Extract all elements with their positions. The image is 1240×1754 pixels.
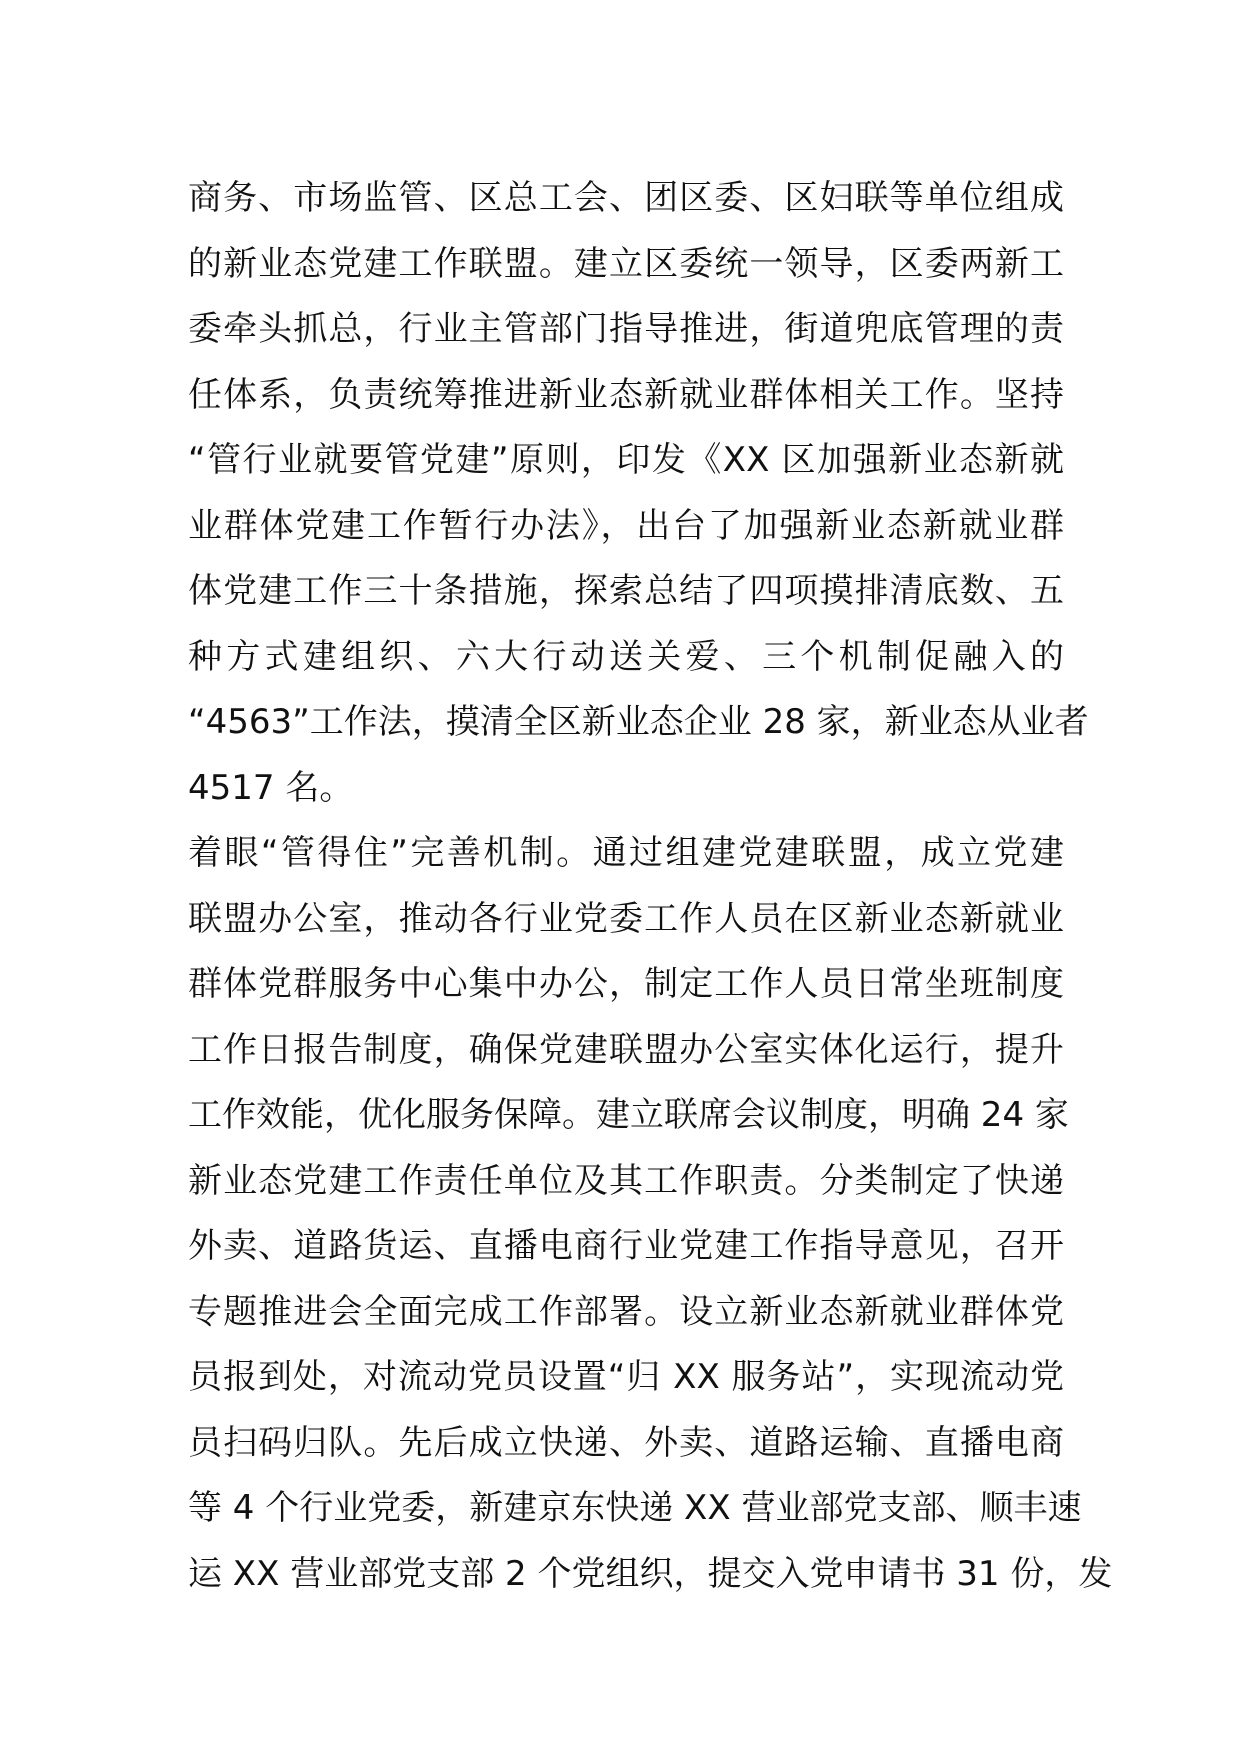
text-line: 委牵头抓总，行业主管部门指导推进，街道兜底管理的责 [188, 309, 1064, 349]
text-line: 种方式建组织、六大行动送关爱、三个机制促融入的 [188, 636, 1064, 677]
text-line: 业群体党建工作暂行办法》，出台了加强新业态新就业群 [188, 505, 1064, 546]
text-line: 工作日报告制度，确保党建联盟办公室实体化运行，提升 [188, 1029, 1064, 1070]
text-line: 外卖、道路货运、直播电商行业党建工作指导意见，召开 [188, 1226, 1064, 1266]
text-line: 新业态党建工作责任单位及其工作职责。分类制定了快递 [188, 1160, 1064, 1201]
text-line: 员报到处，对流动党员设置“归 XX 服务站”，实现流动党 [188, 1357, 1064, 1397]
text-line: 任体系，负责统筹推进新业态新就业群体相关工作。坚持 [188, 374, 1064, 415]
text-line: 专题推进会全面完成工作部署。设立新业态新就业群体党 [188, 1291, 1064, 1332]
text-line: 着眼“管得住”完善机制。通过组建党建联盟，成立党建 [188, 833, 1064, 873]
document-body [188, 166, 1113, 1607]
text-line: 的新业态党建工作联盟。建立区委统一领导，区委两新工 [188, 243, 1064, 284]
paragraph-1 [188, 166, 1089, 821]
text-line: 联盟办公室，推动各行业党委工作人员在区新业态新就业 [188, 898, 1064, 939]
text-line: 员扫码归队。先后成立快递、外卖、道路运输、直播电商 [188, 1422, 1064, 1463]
text-line: 等 4 个行业党委，新建京东快递 XX 营业部党支部、顺丰速 [188, 1488, 1082, 1528]
text-line: “管行业就要管党建”原则，印发《XX 区加强新业态新就 [188, 440, 1064, 480]
text-line: 工作效能，优化服务保障。建立联席会议制度，明确 24 家 [188, 1095, 1069, 1135]
text-line: 体党建工作三十条措施，探索总结了四项摸排清底数、五 [188, 571, 1064, 611]
text-line: 群体党群服务中心集中办公，制定工作人员日常坐班制度 [188, 964, 1064, 1004]
text-line: 商务、市场监管、区总工会、团区委、区妇联等单位组成 [188, 178, 1064, 218]
paragraph-2 [188, 821, 1113, 1607]
text-line: 4517 名。 [188, 767, 354, 808]
text-line: “4563”工作法，摸清全区新业态企业 28 家，新业态从业者 [188, 702, 1089, 742]
text-line: 运 XX 营业部党支部 2 个党组织，提交入党申请书 31 份，发 [188, 1553, 1113, 1594]
